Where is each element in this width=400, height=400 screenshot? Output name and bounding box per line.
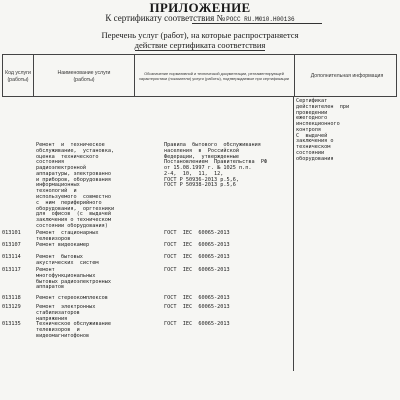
- row-name: Техническое обслуживание телевизоров и видеомагнитофонов: [36, 321, 111, 339]
- list-heading-line1: Перечень услуг (работ), на которые распространяется: [101, 30, 299, 40]
- column-header-code: Код услуги (работы): [5, 70, 31, 83]
- row-docs: ГОСТ IEC 60065-2013: [164, 267, 230, 273]
- column-divider: [294, 55, 295, 96]
- row-code: 013117: [2, 267, 21, 273]
- row-docs: ГОСТ IEC 60065-2013: [164, 295, 230, 301]
- row-code: 013118: [2, 295, 21, 301]
- row-docs: ГОСТ IEC 60065-2013: [164, 254, 230, 260]
- note-column-divider: [293, 97, 294, 371]
- row-docs: ГОСТ IEC 60065-2013: [164, 230, 230, 236]
- row-code: 013107: [2, 242, 21, 248]
- table-header: [2, 54, 397, 97]
- row-docs: ГОСТ IEC 60065-2013: [164, 321, 230, 327]
- row-name: Ремонт стереокомплексов: [36, 295, 108, 301]
- list-heading: [0, 31, 400, 51]
- subtitle-text: К сертификату соответствия №: [105, 13, 226, 23]
- row-code: 013135: [2, 321, 21, 327]
- certificate-number: РОСС RU.МЮ10.Н00136: [226, 16, 295, 23]
- row-code: 013114: [2, 254, 21, 260]
- row-docs: ГОСТ IEC 60065-2013: [164, 304, 230, 310]
- column-divider: [33, 55, 34, 96]
- row-name: Ремонт стационарных телевизоров: [36, 230, 99, 242]
- row-name: Ремонт видеокамер: [36, 242, 90, 248]
- row-name: Ремонт многофункциональных бытовых радиоэлектронных аппаратов: [36, 267, 111, 291]
- column-header-docs: Обозначение нормативной и технической документации, регламентирующей характеристики (показатели) услуги (работы), подтверждаемые при сертификации: [139, 70, 289, 81]
- group-service-name: Ремонт и техническое обслуживание, установка, оценка технического состояния радиоэлектронной аппаратуры, электрованно и приборов, оборудования информационных технологий и используемого совместно с ним периферийного оборудования, оргтехники для офисов (с выдачей заключения о техническом состоянии оборудования): [36, 142, 115, 229]
- certificate-subtitle: [0, 13, 400, 23]
- page-title: ПРИЛОЖЕНИЕ: [149, 0, 251, 15]
- additional-info-note: Сертификат действителен при проведении ежегодного инспекционного контроля С выдачей заключения о техническом состоянии оборудования: [296, 98, 350, 162]
- list-heading-line2: действие сертификата соответствия: [134, 39, 266, 50]
- row-code: 013129: [2, 304, 21, 310]
- column-divider: [134, 55, 135, 96]
- row-name: Ремонт бытовых акустических систем: [36, 254, 99, 266]
- column-header-note: Дополнительная информация: [310, 73, 384, 80]
- row-docs: ГОСТ IEC 60065-2013: [164, 242, 230, 248]
- certificate-number-underline: [192, 23, 322, 24]
- row-name: Ремонт электронных стабилизаторов напряжения: [36, 304, 96, 322]
- column-header-name: Наименование услуги (работы): [57, 70, 111, 83]
- group-service-docs: Правила бытового обслуживания населения в Российской Федерации, утвержденные Постановлением Правительства РФ от 15.08.1997 г. № 1025 п.п. 2-4, 10, 11, 12, ГОСТ Р 50936-2013 р.5,6, ГОСТ Р 50938-2013 р.5,6: [164, 142, 268, 189]
- row-code: 013101: [2, 230, 21, 236]
